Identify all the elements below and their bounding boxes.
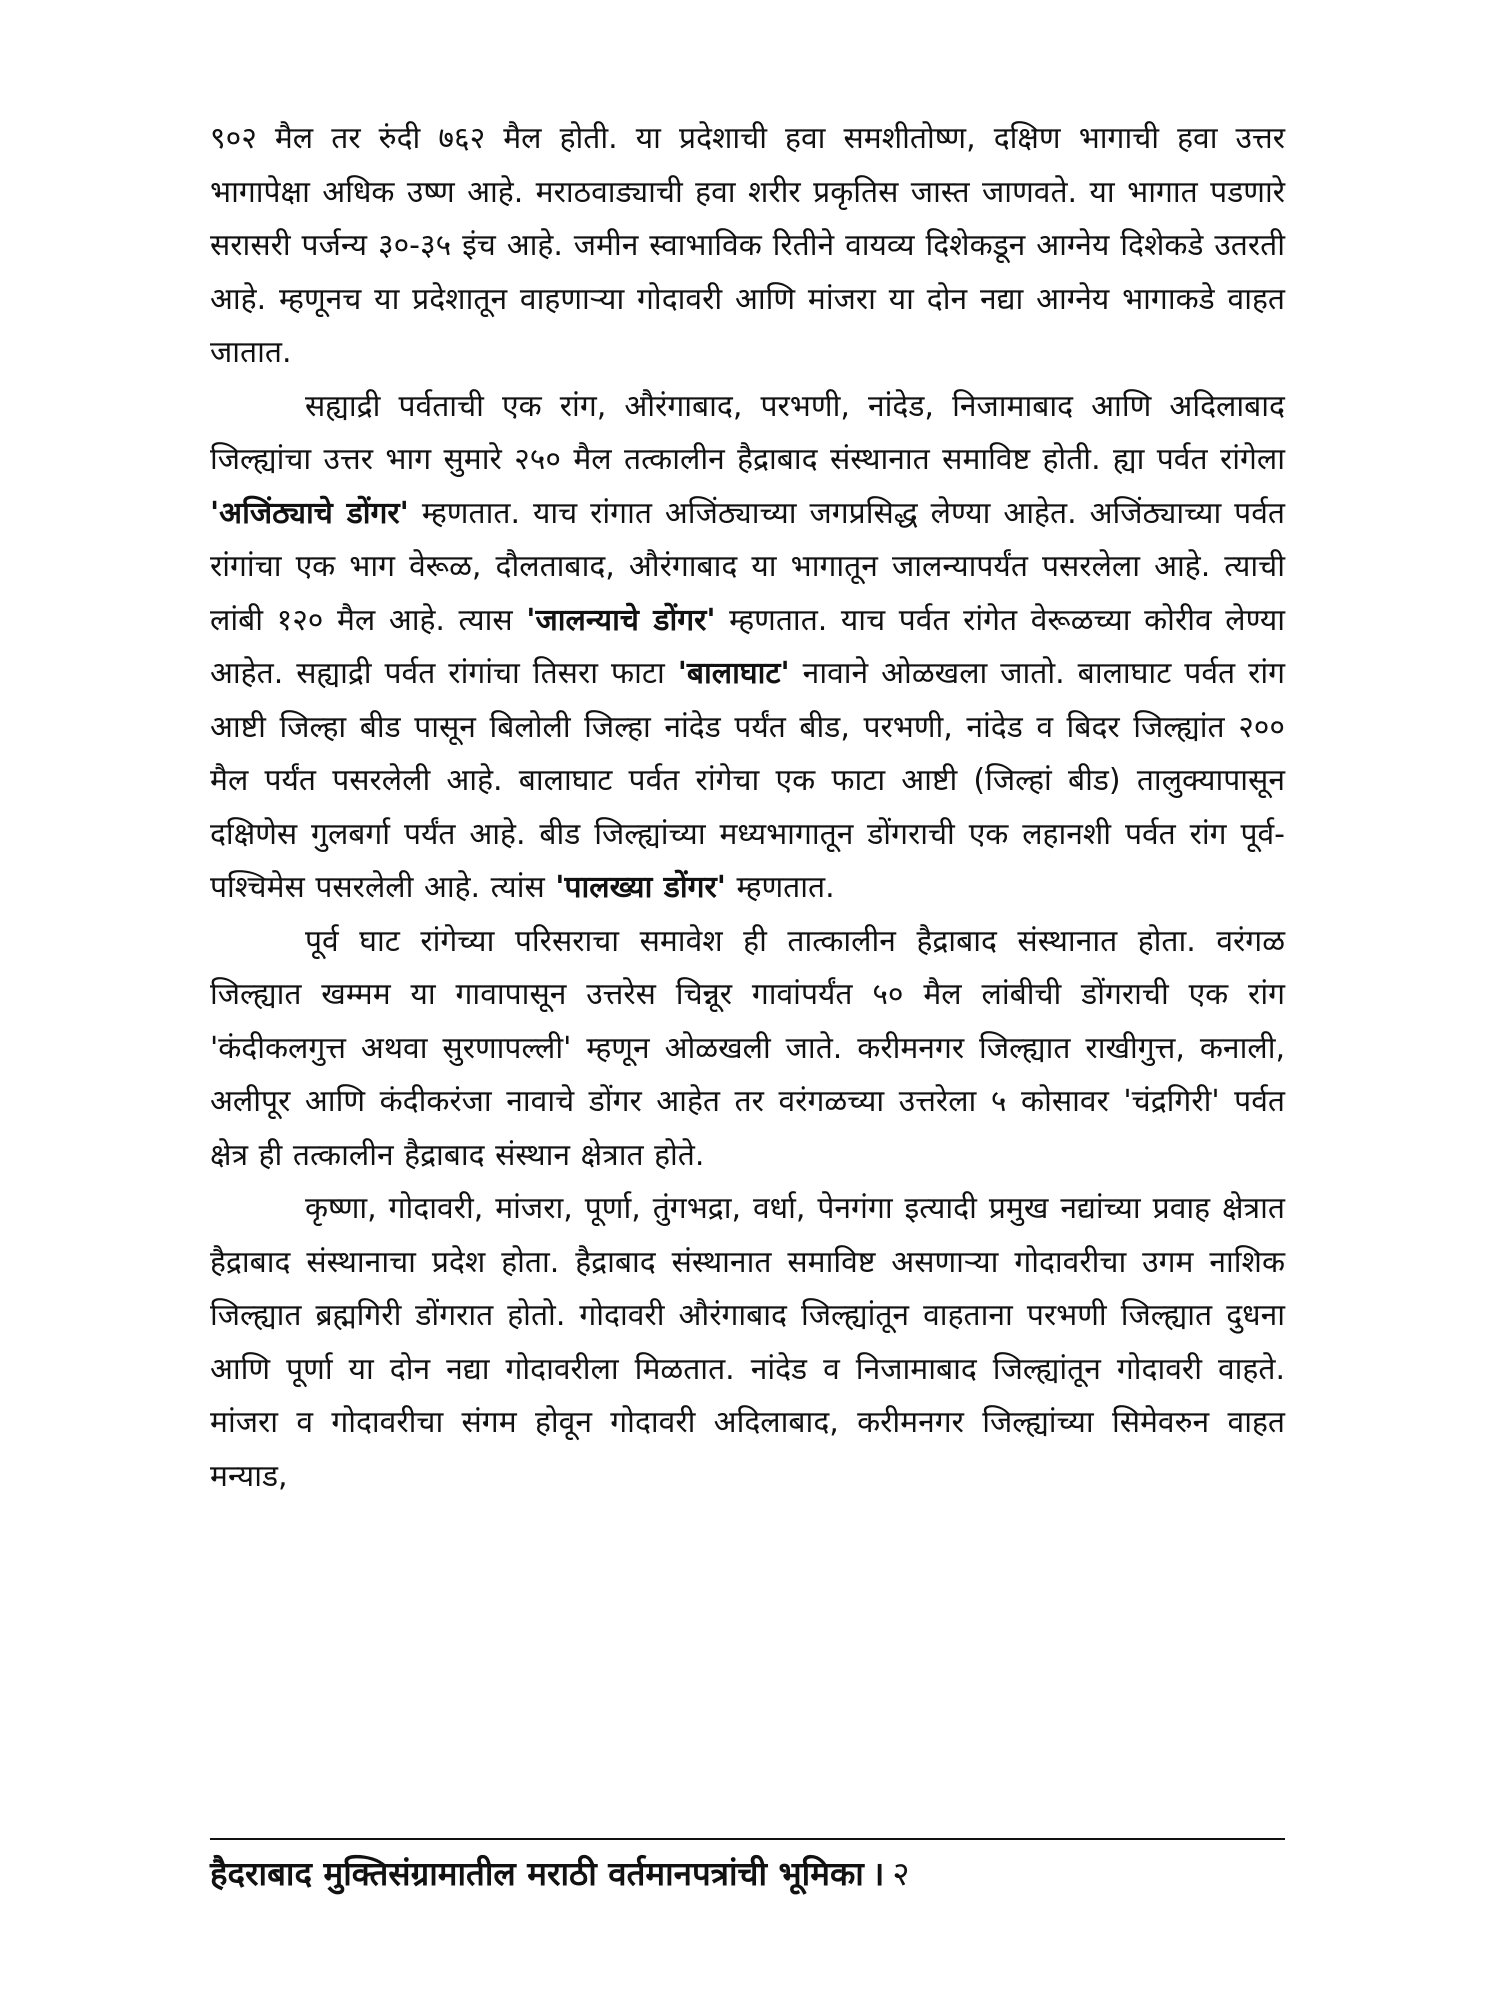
paragraph-4: [210, 1182, 1285, 1503]
paragraph-1: [210, 112, 1285, 380]
highlight-palkhya-hills: 'पालख्या डोंगर': [555, 870, 726, 905]
paragraph-text: म्हणतात. याच पर्वत रांगेत वेरूळच्या कोरीव लेण्या आहेत. सह्याद्री पर्वत रांगांचा तिसरा फाटा: [210, 602, 1286, 691]
paragraph-text: म्हणतात. याच रांगात अजिंठ्याच्या जगप्रसिद्ध लेण्या आहेत. अजिंठ्याच्या पर्वत रांगांचा एक भाग वेरूळ, दौलताबाद, औरंगाबाद या भागातून जालन्यापर्यंत पसरलेला आहे. त्याची लांबी १२० मैल आहे. त्यास: [210, 495, 1285, 638]
paragraph-text: कृष्णा, गोदावरी, मांजरा, पूर्णा, तुंगभद्रा, वर्धा, पेनगंगा इत्यादी प्रमुख नद्यांच्या प्रवाह क्षेत्रात हैद्राबाद संस्थानाचा प्रदेश होता. हैद्राबाद संस्थानात समाविष्ट असणाऱ्या गोदावरीचा उगम नाशिक जिल्ह्यात ब्रह्मगिरी डोंगरात होतो. गोदावरी औरंगाबाद जिल्ह्यांतून वाहताना परभणी जिल्ह्यात दुधना आणि पूर्णा या दोन नद्या गोदावरीला मिळतात. नांदेड व निजामाबाद जिल्ह्यांतून गोदावरी वाहते. मांजरा व गोदावरीचा संगम होवून गोदावरी अदिलाबाद, करीमनगर जिल्ह्यांच्या सिमेवरुन वाहत मन्याड,: [210, 1191, 1285, 1494]
book-title: हैदराबाद मुक्तिसंग्रामातील मराठी वर्तमानपत्रांची भूमिका: [210, 1854, 864, 1893]
paragraph-text: ९०२ मैल तर रुंदी ७६२ मैल होती. या प्रदेशाची हवा समशीतोष्ण, दक्षिण भागाची हवा उत्तर भागापेक्षा अधिक उष्ण आहे. मराठवाड्याची हवा शरीर प्रकृतिस जास्त जाणवते. या भागात पडणारे सरासरी पर्जन्य ३०-३५ इंच आहे. जमीन स्वाभाविक रितीने वायव्य दिशेकडून आग्नेय दिशेकडे उतरती आहे. म्हणूनच या प्रदेशातून वाहणाऱ्या गोदावरी आणि मांजरा या दोन नद्या आग्नेय भागाकडे वाहत जातात.: [210, 121, 1285, 370]
paragraph-2: [210, 380, 1285, 915]
page-number: २: [892, 1854, 910, 1893]
highlight-jalna-hills: 'जालन्याचे डोंगर': [526, 602, 716, 638]
paragraph-text: सह्याद्री पर्वताची एक रांग, औरंगाबाद, परभणी, नांदेड, निजामाबाद आणि अदिलाबाद जिल्ह्यांचा उत्तर भाग सुमारे २५० मैल तत्कालीन हैद्राबाद संस्थानात समाविष्ट होती. ह्या पर्वत रांगेला: [210, 388, 1285, 477]
highlight-ajintha-hills: 'अजिंठ्याचे डोंगर': [210, 495, 409, 531]
paragraph-text: नावाने ओळखला जातो. बालाघाट पर्वत रांग आष्टी जिल्हा बीड पासून बिलोली जिल्हा नांदेड पर्यंत बीड, परभणी, नांदेड व बिदर जिल्ह्यांत २०० मैल पर्यंत पसरलेली आहे. बालाघाट पर्वत रांगेचा एक फाटा आष्टी (जिल्हां बीड) तालुक्यापासून दक्षिणेस गुलबर्गा पर्यंत आहे. बीड जिल्ह्यांच्या मध्यभागातून डोंगराची एक लहानशी पर्वत रांग पूर्व-पश्चिमेस पसरलेली आहे. त्यांस: [210, 656, 1285, 905]
page-footer: [210, 1848, 910, 1900]
footer-separator: ।: [871, 1854, 885, 1893]
paragraph-3: [210, 915, 1285, 1183]
footer-divider: [210, 1838, 1285, 1840]
page-body: [210, 112, 1285, 1503]
highlight-balaghat: 'बालाघाट': [677, 656, 790, 691]
paragraph-text: म्हणतात.: [725, 870, 835, 905]
paragraph-text: पूर्व घाट रांगेच्या परिसराचा समावेश ही तात्कालीन हैद्राबाद संस्थानात होता. वरंगळ जिल्ह्यात खम्मम या गावापासून उत्तरेस चिन्नूर गावांपर्यंत ५० मैल लांबीची डोंगराची एक रांग 'कंदीकलगुत्त अथवा सुरणापल्ली' म्हणून ओळखली जाते. करीमनगर जिल्ह्यात राखीगुत्त, कनाली, अलीपूर आणि कंदीकरंजा नावाचे डोंगर आहेत तर वरंगळच्या उत्तरेला ५ कोसावर 'चंद्रगिरी' पर्वत क्षेत्र ही तत्कालीन हैद्राबाद संस्थान क्षेत्रात होते.: [210, 923, 1285, 1173]
